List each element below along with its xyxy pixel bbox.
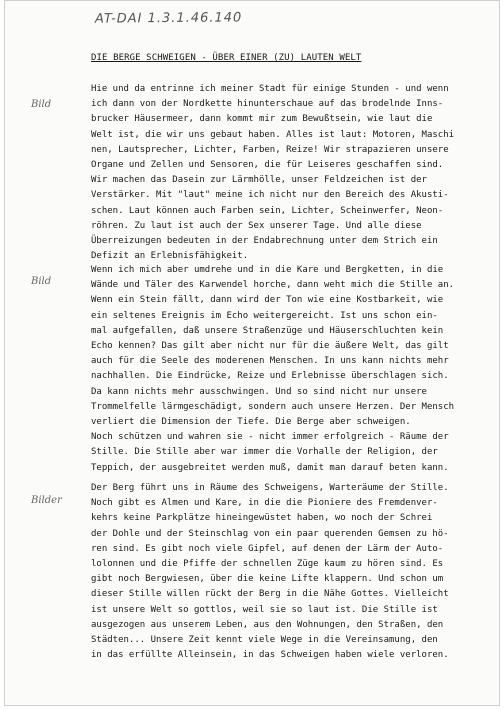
text-line: Trommelfelle lärmgeschädigt, sondern auch unsere Herzen. Der Mensch bbox=[91, 401, 455, 412]
text-line: Städten... Unsere Zeit kennt viele Wege in die Vereinsamung, den bbox=[91, 635, 438, 646]
text-line: gibt noch Bergwiesen, über die keine Lifte klappern. Und schon um bbox=[91, 574, 444, 585]
document-title: DIE BERGE SCHWEIGEN - ÜBER EINER (ZU) LAUTEN WELT bbox=[91, 53, 362, 63]
text-line: Welt ist, die wir uns gebaut haben. Alles ist laut: Motoren, Maschi bbox=[91, 129, 455, 140]
text-line: ren sind. Es gibt noch viele Gipfel, auf denen der Lärm der Auto- bbox=[91, 543, 444, 554]
text-line: kehrs keine Parkplätze hineingewüstet haben, wo noch der Schrei bbox=[91, 513, 433, 524]
text-line: schen. Laut können auch Farben sein, Lichter, Scheinwerfer, Neon- bbox=[91, 205, 444, 216]
text-line: Organe und Zellen und Sensoren, die für Leiseres geschaffen sind. bbox=[91, 160, 444, 171]
text-line: ist unsere Welt so gottlos, weil sie so laut ist. Die Stille ist bbox=[91, 604, 438, 615]
text-line: Überreizungen bedeuten in der Endabrechnung unter dem Strich ein bbox=[91, 236, 438, 247]
text-line: ich dann von der Nordkette hinunterschaue auf das brodelnde Inns- bbox=[91, 99, 444, 110]
text-line: verliert die Dimension der Tiefe. Die Berge aber schweigen. bbox=[91, 417, 411, 428]
text-line: Noch schützen und wahren sie - nicht immer erfolgreich - Räume der bbox=[91, 432, 449, 443]
text-line: Wenn ich mich aber umdrehe und in die Kare und Bergketten, in die bbox=[91, 265, 444, 275]
text-line: der Dohle und der Steinschlag von ein paar querenden Gemsen zu hö- bbox=[91, 528, 449, 539]
text-line: Wenn ein Stein fällt, dann wird der Ton wie eine Kostbarkeit, wie bbox=[91, 295, 444, 306]
text-line: Echo kennen? Das gilt aber nicht nur für die äußere Welt, das gilt bbox=[91, 341, 449, 352]
text-line: Wir machen das Dasein zur Lärmhölle, unser Feldzeichen ist der bbox=[91, 175, 427, 186]
text-line: Wände und Täler des Karwendel horche, dann weht mich die Stille an. bbox=[91, 280, 455, 291]
text-line: auch für die Seele des moderenen Menschen. In uns kann nichts mehr bbox=[91, 356, 449, 367]
archive-id: AT-DAI 1.3.1.46.140 bbox=[94, 10, 243, 27]
margin-note: Bild bbox=[31, 99, 52, 110]
text-line: ein seltenes Ereignis im Echo weitergereicht. Ist uns schon ein- bbox=[91, 310, 438, 321]
text-line: brucker Häusermeer, dann kommt mir zum Bewußtsein, wie laut die bbox=[91, 114, 433, 125]
text-line: Der Berg führt uns in Räume des Schweigens, Warteräume der Stille. bbox=[91, 483, 449, 493]
text-line: nen, Lautsprecher, Lichter, Farben, Reize! Wir strapazieren unsere bbox=[91, 144, 449, 155]
margin-note: Bilder bbox=[31, 495, 62, 506]
paragraph-3 bbox=[91, 481, 501, 663]
text-line: in das erfüllte Alleinsein, in das Schweigen haben wiele verloren. bbox=[91, 650, 449, 661]
text-line: Stille. Die Stille aber war immer die Vorhalle der Religion, der bbox=[91, 447, 438, 458]
text-line: röhren. Zu laut ist auch der Sex unserer Tage. Und alle diese bbox=[91, 220, 422, 231]
text-line: Noch gibt es Almen und Kare, in die die Pioniere des Fremdenver- bbox=[91, 498, 438, 509]
text-line: lolonnen und die Pfiffe der schnellen Züge kaum zu hören sind. Es bbox=[91, 559, 444, 570]
text-line: Verstärker. Mit "laut" meine ich nicht nur den Bereich des Akusti- bbox=[91, 190, 449, 201]
paragraph-1 bbox=[91, 82, 501, 264]
text-line: nachhallen. Die Eindrücke, Reize und Erlebnisse überschlagen sich. bbox=[91, 371, 449, 382]
text-line: Hie und da entrinne ich meiner Stadt für einige Stunden - und wenn bbox=[91, 84, 449, 94]
text-line: Teppich, der ausgebreitet werden muß, damit man darauf beten kann. bbox=[91, 462, 449, 473]
text-line: Defizit an Erlebnisfähigkeit. bbox=[91, 251, 249, 262]
paragraph-2 bbox=[91, 263, 501, 476]
text-line: Da kann nichts mehr ausschwingen. Und so sind nicht nur unsere bbox=[91, 386, 427, 397]
document-page bbox=[4, 0, 500, 706]
text-line: dieser Stille willen rückt der Berg in die Nähe Gottes. Vielleicht bbox=[91, 589, 449, 600]
text-line: ausgezogen aus unserem Leben, aus den Wohnungen, den Straßen, den bbox=[91, 619, 444, 630]
text-line: mal aufgefallen, daß unsere Straßenzüge und Häuserschluchten kein bbox=[91, 325, 444, 336]
margin-note: Bild bbox=[31, 276, 52, 287]
